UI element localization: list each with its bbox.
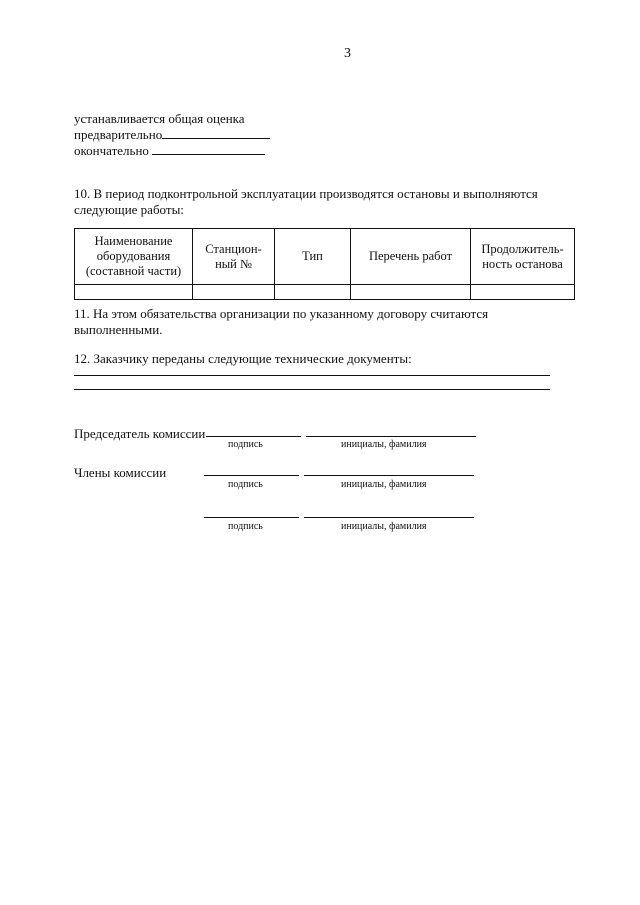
table-header-row [75,229,575,285]
member1-name-caption: инициалы, фамилия [341,479,427,490]
preliminary-blank-line [162,138,270,139]
table-cell [75,285,193,300]
page-number: 3 [344,46,351,61]
documents-blank-line-1 [74,375,550,376]
member1-signature-caption: подпись [228,479,263,490]
section10-text-line2: следующие работы: [74,202,184,217]
chairman-name-caption: инициалы, фамилия [341,439,427,450]
col-header-type: Тип [275,229,351,285]
table-cell [351,285,471,300]
member2-name-caption: инициалы, фамилия [341,521,427,532]
col-header-equipment: Наименование оборудования (составной части) [75,229,193,285]
member2-name-line [304,517,474,518]
member2-signature-line [204,517,299,518]
table-cell [471,285,575,300]
table-cell [193,285,275,300]
chairman-name-line [306,436,476,437]
col-header-works-list: Перечень работ [351,229,471,285]
member1-name-line [304,475,474,476]
final-label: окончательно [74,143,149,158]
preliminary-label: предварительно [74,127,163,142]
members-label: Члены комиссии [74,465,167,480]
section10-text-line1: 10. В период подконтрольной эксплуатации производятся остановы и выполняются [74,186,538,201]
member1-signature-line [204,475,299,476]
final-blank-line [152,154,265,155]
col-header-stop-duration: Продолжитель- ность останова [471,229,575,285]
assessment-intro: устанавливается общая оценка [74,111,245,126]
table-row [75,285,575,300]
member2-signature-caption: подпись [228,521,263,532]
section11-text-line2: выполненными. [74,322,163,337]
documents-blank-line-2 [74,389,550,390]
section11-text-line1: 11. На этом обязательства организации по указанному договору считаются [74,306,489,321]
table-cell [275,285,351,300]
chairman-label: Председатель комиссии [74,426,206,441]
chairman-signature-line [206,436,301,437]
section12-text: 12. Заказчику переданы следующие технические документы: [74,351,412,366]
works-table [74,228,575,300]
col-header-station-number: Станцион- ный № [193,229,275,285]
chairman-signature-caption: подпись [228,439,263,450]
